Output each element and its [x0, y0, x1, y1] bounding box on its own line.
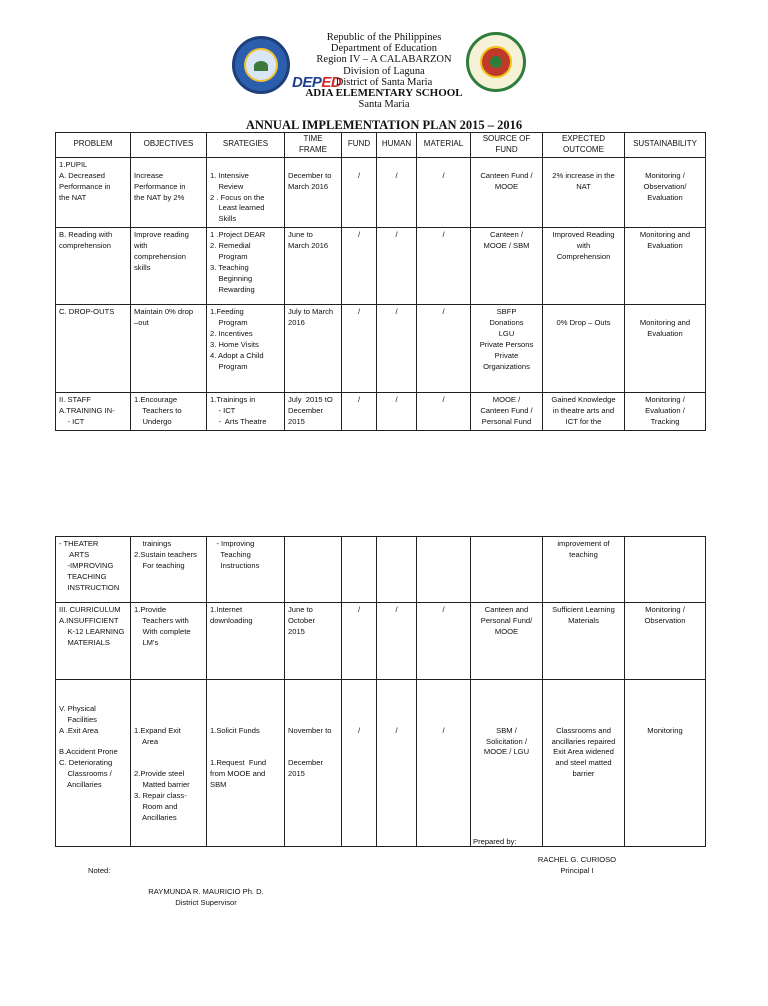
table-cell: Monitoring and Evaluation — [625, 305, 706, 393]
table-row — [56, 228, 706, 305]
table-cell: November to December 2015 — [285, 680, 342, 847]
table-cell — [625, 537, 706, 603]
table-cell: / — [417, 680, 471, 847]
table-cell: 1. Intensive Review 2 . Focus on the Least learned Skills — [207, 157, 285, 227]
table-row — [56, 305, 706, 393]
preparer-name: RACHEL G. CURIOSO — [537, 855, 617, 864]
noter-name: RAYMUNDA R. MAURICIO Ph. D. — [148, 887, 264, 896]
table-cell: B. Reading with comprehension — [56, 228, 131, 305]
document-title: ANNUAL IMPLEMENTATION PLAN 2015 – 2016 — [245, 118, 523, 132]
table-cell: Gained Knowledge in theatre arts and ICT for the — [543, 393, 625, 431]
table-cell: Canteen Fund / MOOE — [471, 157, 543, 227]
table-cell: / — [417, 157, 471, 227]
table-cell: III. CURRICULUM A.INSUFFICIENT K-12 LEARNING MATERIALS — [56, 603, 131, 680]
table-cell: / — [417, 603, 471, 680]
column-header: PROBLEM — [56, 133, 131, 158]
table-cell: 1.Feeding Program 2. Incentives 3. Home Visits 4. Adopt a Child Program — [207, 305, 285, 393]
table-cell: Canteen / MOOE / SBM — [471, 228, 543, 305]
table-row — [56, 603, 706, 680]
table-cell: Classrooms and ancillaries repaired Exit Area widened and steel matted barrier — [543, 680, 625, 847]
table-cell: 1 .Project DEAR 2. Remedial Program 3. Teaching Beginning Rewarding — [207, 228, 285, 305]
implementation-plan-table-page2 — [55, 536, 706, 847]
table-cell: Monitoring / Evaluation / Tracking — [625, 393, 706, 431]
table-cell: MOOE / Canteen Fund / Personal Fund — [471, 393, 543, 431]
header-line: District of Santa Maria — [335, 76, 433, 88]
table-cell — [377, 537, 417, 603]
table-cell: 1.Expand Exit Area 2.Provide steel Matted barrier 3. Repair class- Room and Ancillaries — [131, 680, 207, 847]
table-cell: 1.Provide Teachers with With complete LM's — [131, 603, 207, 680]
table-cell: trainings 2.Sustain teachers For teaching — [131, 537, 207, 603]
letterhead — [0, 32, 768, 110]
table-cell: July 2015 tO December 2015 — [285, 393, 342, 431]
table-cell: Improved Reading with Comprehension — [543, 228, 625, 305]
table-cell: / — [377, 393, 417, 431]
table-cell: II. STAFF A.TRAINING IN- - ICT — [56, 393, 131, 431]
school-town: Santa Maria — [358, 99, 410, 111]
table-cell: improvement of teaching — [543, 537, 625, 603]
column-header: FUND — [342, 133, 377, 158]
table-cell: 0% Drop – Outs — [543, 305, 625, 393]
column-header: SUSTAINABILITY — [625, 133, 706, 158]
table-cell: / — [377, 680, 417, 847]
table-cell: July to March 2016 — [285, 305, 342, 393]
prepared-by-label: Prepared by: — [473, 837, 517, 846]
table-cell: Improve reading with comprehension skills — [131, 228, 207, 305]
column-header: MATERIAL — [417, 133, 471, 158]
table-cell: June to March 2016 — [285, 228, 342, 305]
table-cell: / — [377, 603, 417, 680]
table-cell: / — [342, 680, 377, 847]
header-line: Republic of the Philippines — [326, 32, 442, 43]
table-cell: / — [417, 393, 471, 431]
noter-title: District Supervisor — [175, 898, 237, 907]
table-cell: 1.PUPIL A. Decreased Performance in the NAT — [56, 157, 131, 227]
table-cell: V. Physical Facilities A .Exit Area B.Accident Prone C. Deteriorating Classrooms / Ancillaries — [56, 680, 131, 847]
table-cell: Maintain 0% drop –out — [131, 305, 207, 393]
table-cell: Canteen and Personal Fund/ MOOE — [471, 603, 543, 680]
table-row — [56, 537, 706, 603]
table-cell: SBM / Solicitation / MOOE / LGU — [471, 680, 543, 847]
table-cell — [471, 537, 543, 603]
column-header: SRATEGIES — [207, 133, 285, 158]
table-header-row — [56, 133, 706, 158]
table-cell: Monitoring and Evaluation — [625, 228, 706, 305]
table-cell: / — [342, 305, 377, 393]
noter-block — [144, 886, 268, 908]
table-cell: 1.Internet downloading — [207, 603, 285, 680]
table-cell: Monitoring / Observation/ Evaluation — [625, 157, 706, 227]
table-cell: Monitoring — [625, 680, 706, 847]
implementation-plan-table-page1 — [55, 132, 706, 431]
table-cell: C. DROP-OUTS — [56, 305, 131, 393]
table-cell: / — [342, 393, 377, 431]
header-line: Region IV – A CALABARZON — [316, 54, 452, 66]
column-header: TIME FRAME — [285, 133, 342, 158]
table-cell: Sufficient Learning Materials — [543, 603, 625, 680]
column-header: OBJECTIVES — [131, 133, 207, 158]
table-cell: SBFP Donations LGU Private Persons Private Organizations — [471, 305, 543, 393]
school-name: ADIA ELEMENTARY SCHOOL — [305, 87, 463, 100]
table-cell: / — [417, 228, 471, 305]
table-cell: - THEATER ARTS -IMPROVING TEACHING INSTRUCTION — [56, 537, 131, 603]
table-row — [56, 157, 706, 227]
table-cell: / — [377, 157, 417, 227]
table-cell: 1.Encourage Teachers to Undergo — [131, 393, 207, 431]
table-cell: 2% increase in the NAT — [543, 157, 625, 227]
table-cell: Monitoring / Observation — [625, 603, 706, 680]
table-cell: December to March 2016 — [285, 157, 342, 227]
table-cell: Increase Performance in the NAT by 2% — [131, 157, 207, 227]
table-cell: / — [342, 157, 377, 227]
table-cell: / — [342, 228, 377, 305]
noted-label: Noted: — [88, 866, 111, 875]
table-cell: / — [377, 228, 417, 305]
table-cell — [417, 537, 471, 603]
column-header: SOURCE OF FUND — [471, 133, 543, 158]
table-row — [56, 393, 706, 431]
table-cell: / — [377, 305, 417, 393]
table-row — [56, 680, 706, 847]
table-cell: / — [342, 603, 377, 680]
column-header: EXPECTED OUTCOME — [543, 133, 625, 158]
table-cell: / — [417, 305, 471, 393]
preparer-block — [537, 854, 617, 876]
preparer-title: Principal I — [560, 866, 594, 875]
table-cell: June to October 2015 — [285, 603, 342, 680]
table-cell: 1.Solicit Funds 1.Request Fund from MOOE and SBM — [207, 680, 285, 847]
deped-logo: DEPED — [292, 74, 342, 91]
header-line: Department of Education — [330, 43, 438, 55]
header-line: Division of Laguna — [343, 65, 425, 77]
table-cell — [285, 537, 342, 603]
table-cell — [342, 537, 377, 603]
table-cell: 1.Trainings in - ICT - Arts Theatre — [207, 393, 285, 431]
table-cell: - Improving Teaching Instructions — [207, 537, 285, 603]
column-header: HUMAN — [377, 133, 417, 158]
